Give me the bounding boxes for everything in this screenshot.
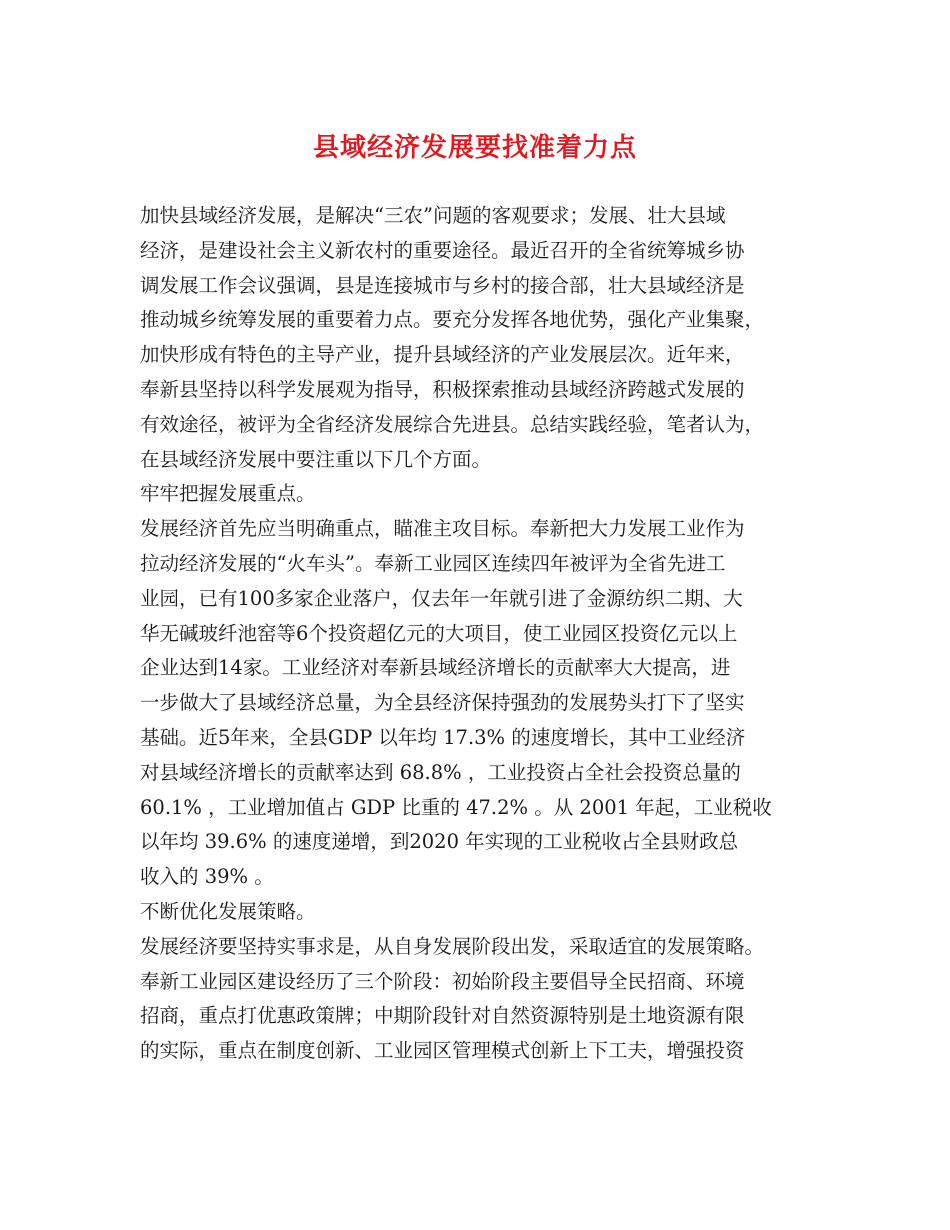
body-line: 经济，是建设社会主义新农村的重要途径。最近召开的全省统筹城乡协 [140, 238, 745, 262]
body-line: 奉新工业园区建设经历了三个阶段：初始阶段主要倡导全民招商、环境 [140, 969, 745, 993]
body-line: 以年均 39.6% 的速度递增，到2020 年实现的工业税收占全县财政总 [140, 830, 739, 854]
body-line: 企业达到14家。工业经济对奉新县域经济增长的贡献率大大提高，进 [140, 656, 731, 680]
document-body [140, 199, 830, 1069]
body-line: 发展经济首先应当明确重点，瞄准主攻目标。奉新把大力发展工业作为 [140, 517, 745, 541]
body-line: 调发展工作会议强调，县是连接城市与乡村的接合部，壮大县域经济是 [140, 273, 745, 297]
document-title: 县域经济发展要找准着力点 [312, 133, 637, 163]
body-line: 60.1% ，工业增加值占 GDP 比重的 47.2% 。从 2001 年起，工业税收 [140, 795, 772, 819]
body-line: 一步做大了县域经济总量，为全县经济保持强劲的发展势头打下了坚实 [140, 691, 745, 715]
section-heading: 不断优化发展策略。 [140, 899, 316, 923]
body-line: 发展经济要坚持实事求是，从自身发展阶段出发，采取适宜的发展策略。 [140, 934, 765, 958]
body-line: 加快形成有特色的主导产业，提升县域经济的产业发展层次。近年来， [140, 343, 745, 367]
body-line: 收入的 39% 。 [140, 865, 274, 889]
body-line: 奉新县坚持以科学发展观为指导，积极探索推动县域经济跨越式发展的 [140, 377, 745, 401]
body-line: 推动城乡统筹发展的重要着力点。要充分发挥各地优势，强化产业集聚， [140, 308, 765, 332]
body-line: 华无碱玻纤池窑等6个投资超亿元的大项目，使工业园区投资亿元以上 [140, 621, 738, 645]
body-line: 有效途径，被评为全省经济发展综合先进县。总结实践经验，笔者认为， [140, 412, 765, 436]
body-line: 的实际，重点在制度创新、工业园区管理模式创新上下工夫，增强投资 [140, 1039, 745, 1063]
body-line: 业园，已有100多家企业落户，仅去年一年就引进了金源纺织二期、大 [140, 586, 743, 610]
body-line: 基础。近5年来，全县GDP 以年均 17.3% 的速度增长，其中工业经济 [140, 725, 746, 749]
body-line: 拉动经济发展的“火车头”。奉新工业园区连续四年被评为全省先进工 [140, 551, 726, 575]
body-line: 对县域经济增长的贡献率达到 68.8% ，工业投资占全社会投资总量的 [140, 760, 741, 784]
section-heading: 牢牢把握发展重点。 [140, 482, 316, 506]
body-line: 加快县域经济发展，是解决“三农”问题的客观要求；发展、壮大县域 [140, 204, 726, 227]
body-line: 在县域经济发展中要注重以下几个方面。 [140, 447, 492, 471]
body-line: 招商，重点打优惠政策牌；中期阶段针对自然资源特别是土地资源有限 [140, 1004, 745, 1028]
